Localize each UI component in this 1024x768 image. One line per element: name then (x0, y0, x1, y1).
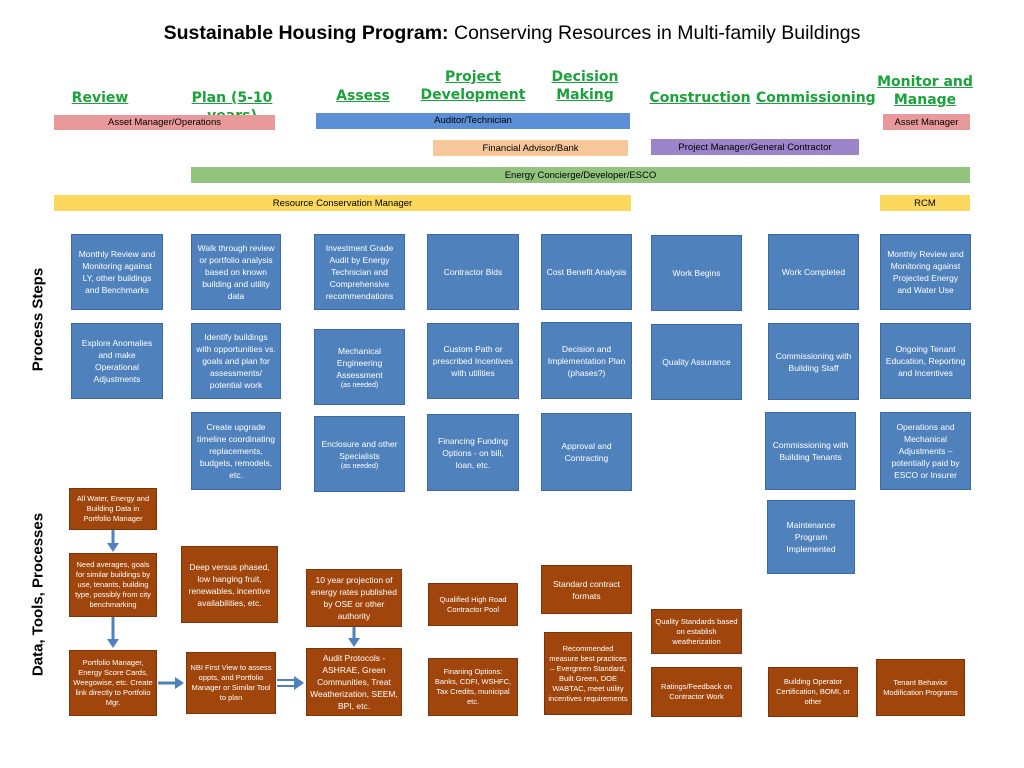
step-text: Commissioning with Building Staff (775, 350, 852, 373)
step-text: Maintenance Program Implemented (786, 520, 836, 554)
tool-best-practices: Recommended measure best practices – Evergreen Standard, Built Green, DOE WABTAC, meet utility incentives requirements (544, 632, 632, 715)
tool-contractor-pool: Qualified High Road Contractor Pool (428, 583, 518, 626)
step-text: Work Completed (781, 267, 846, 277)
arrow-down-2 (107, 617, 119, 648)
step-text: Decision and Implementation Plan (phases?) (547, 343, 626, 378)
role-financial-advisor: Financial Advisor/Bank (433, 140, 628, 156)
tool-portfolio-manager: Portfolio Manager, Energy Score Cards, Weegowise, etc. Create link directly to Portfolio Mgr. (69, 650, 157, 716)
tool-quality-standards: Quality Standards based on establish weatherization (651, 609, 742, 654)
title-rest: Conserving Resources in Multi-family Buildings (448, 22, 861, 44)
tool-operator-certification: Building Operator Certification, BOMI, or other (768, 667, 858, 717)
role-asset-manager: Asset Manager (883, 114, 970, 130)
step-text: Enclosure and other Specialists (321, 438, 398, 461)
step-text: Explore Anomalies and make Operational Adjustments (81, 338, 153, 384)
title-bold: Sustainable Housing Program: (163, 22, 449, 44)
role-asset-manager-operations: Asset Manager/Operations (54, 115, 275, 130)
step-text: Custom Path or prescribed Incentives with utilities (432, 344, 514, 378)
arrow-down-3 (348, 627, 360, 647)
step-text: Commissioning with Building Tenants (772, 440, 849, 462)
tool-averages-goals: Need averages, goals for similar buildings by use, tenants, building type, possibly from city benchmarking (69, 553, 157, 617)
step-text: Ongoing Tenant Education, Reporting and Incentives (885, 344, 966, 378)
role-resource-conservation-manager: Resource Conservation Manager (54, 195, 631, 211)
tool-portfolio-data: All Water, Energy and Building Data in Portfolio Manager (69, 488, 157, 530)
step-text: Monthly Review and Monitoring against LY, other buildings and Benchmarks (78, 249, 156, 295)
step-text: Mechanical Engineering Assessment (336, 345, 383, 380)
role-pm-gc: Project Manager/General Contractor (651, 139, 859, 155)
step-text: Identify buildings with opportunities vs. goals and plan for assessments/ potential work (196, 332, 276, 390)
phase-assess: Assess (336, 88, 390, 104)
arrow-right-2 (277, 676, 304, 690)
tool-ratings-feedback: Ratings/Feedback on Contractor Work (651, 667, 742, 717)
step-text: Create upgrade timeline coordinating replacements, budgets, remodels, etc. (197, 422, 275, 480)
role-rcm: RCM (880, 195, 970, 211)
side-label-process-steps: Process Steps (29, 267, 47, 372)
phase-review: Review (71, 90, 129, 106)
tool-financing-options: Finaning Options: Banks, CDFI, WSHFC, Tax Credits, municipal etc. (428, 658, 518, 716)
side-label-data-tools: Data, Tools, Processes (29, 512, 47, 677)
step-text: Quality Assurance (662, 357, 731, 367)
step-text: Operations and Mechanical Adjustments – potentially paid by ESCO or Insurer (891, 422, 960, 480)
step-subtext: (as needed) (340, 381, 379, 389)
tool-deep-vs-phased: Deep versus phased, low hanging fruit, renewables, incentive availabilities, etc. (181, 546, 278, 623)
tool-tenant-behavior: Tenant Behavior Modification Programs (876, 659, 965, 716)
tool-nbi-first-view: NBI First View to assess oppts, and Portfolio Manager or Similar Tool to plan (186, 652, 276, 714)
step-text: Investment Grade Audit by Energy Technician and Comprehensive recommendations (325, 243, 394, 301)
role-energy-concierge: Energy Concierge/Developer/ESCO (191, 167, 970, 183)
step-text: Approval and Contracting (561, 441, 612, 463)
step-text: Walk through review or portfolio analysis based on known building and utility data (197, 243, 275, 301)
phase-project-development: Project Development (420, 69, 526, 103)
phase-plan: Plan (5-10 (191, 90, 273, 106)
step-text: Contractor Bids (443, 267, 503, 277)
step-text: Work Begins (672, 268, 721, 278)
tool-energy-rates: 10 year projection of energy rates published by OSE or other authority (306, 569, 402, 627)
step-subtext: (as needed) (340, 462, 379, 470)
phase-monitor-manage: Monitor and Manage (877, 74, 973, 108)
step-text: Cost Benefit Analysis (546, 267, 627, 277)
arrow-down-1 (107, 530, 119, 552)
phase-commissioning: Commissioning (756, 90, 876, 106)
arrow-right-1 (158, 677, 184, 689)
phase-construction: Construction (649, 90, 751, 106)
phase-decision-making: Decision Making (551, 69, 619, 103)
step-text: Financing Funding Options - on bill, loan, etc. (438, 435, 508, 470)
role-auditor-technician: Auditor/Technician (316, 113, 630, 129)
tool-standard-contracts: Standard contract formats (541, 565, 632, 614)
step-text: Monthly Review and Monitoring against Projected Energy and Water Use (887, 249, 964, 295)
tool-audit-protocols: Audit Protocols - ASHRAE, Green Communities, Treat Weatherization, SEEM, BPI, etc. (306, 648, 402, 716)
